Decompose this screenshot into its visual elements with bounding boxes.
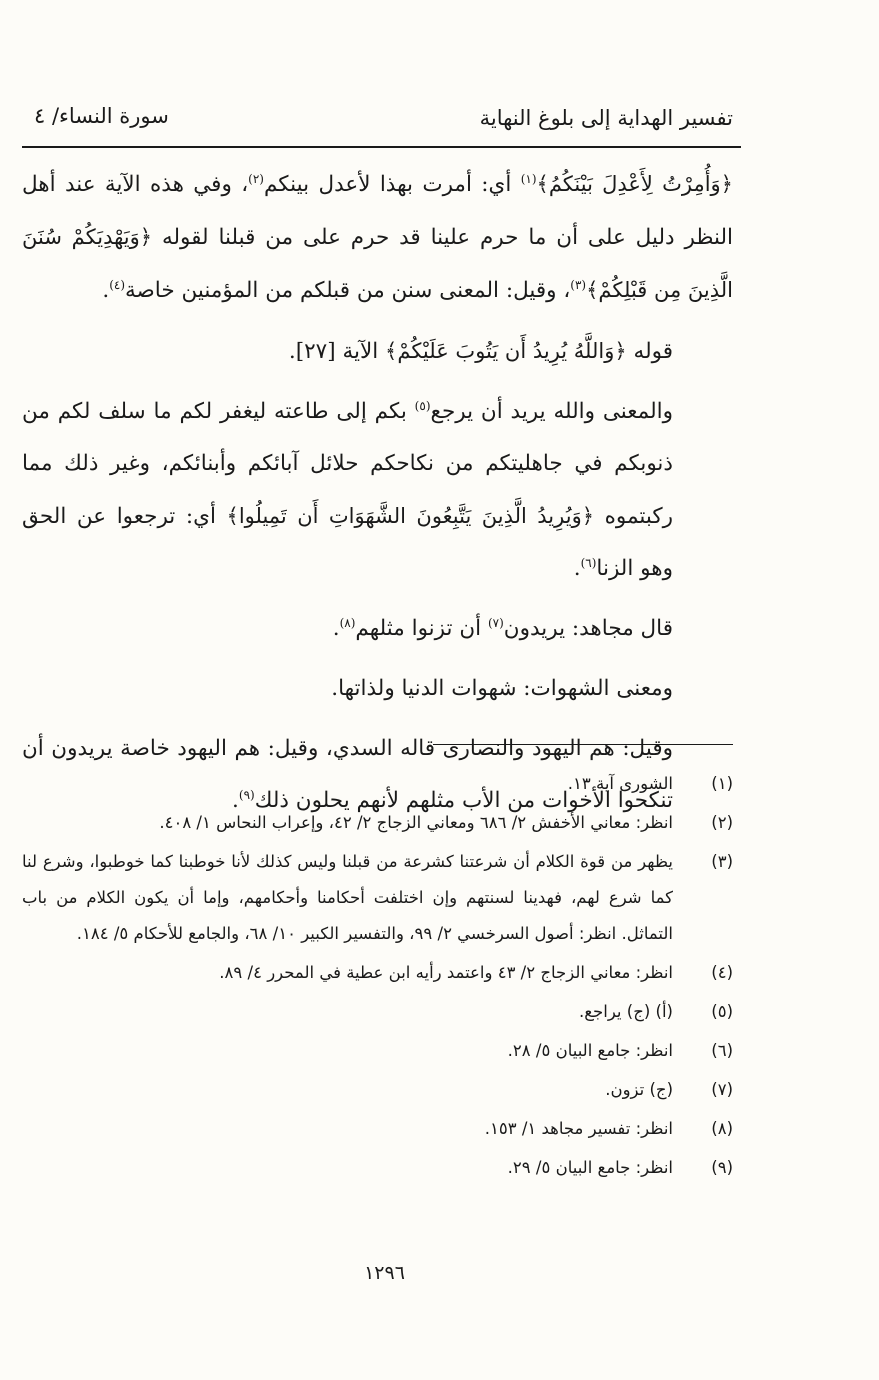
- footnote-text: الشورى آية ١٣.: [567, 774, 673, 793]
- paragraph-text: الآية [٢٧].: [288, 339, 386, 364]
- footnote-item: [22, 766, 733, 802]
- paragraph-text: .: [102, 278, 110, 303]
- quran-verse: ﴿وَأُمِرْتُ لِأَعْدِلَ بَيْنَكُمُ﴾: [536, 172, 733, 196]
- book-title: تفسير الهداية إلى بلوغ النهاية: [479, 106, 733, 130]
- quran-verse: ﴿وَيُرِيدُ الَّذِينَ يَتَّبِعُونَ الشَّهَوَاتِ أَن تَمِيلُوا﴾: [226, 504, 595, 528]
- running-header: [22, 100, 741, 148]
- footnote-ref: (٥): [414, 398, 431, 413]
- page-number: ١٢٩٦: [364, 1262, 405, 1284]
- paragraph: [22, 386, 733, 595]
- footnote-number: (٧): [711, 1080, 733, 1099]
- footnote-text: انظر: معاني الزجاج ٢/ ٤٣ واعتمد رأيه ابن عطية في المحرر ٤/ ٨٩.: [219, 963, 673, 982]
- main-text: [22, 158, 733, 835]
- footnote-item: [22, 1072, 733, 1108]
- footnote-number: (٦): [711, 1041, 733, 1060]
- footnote-ref: (٢): [248, 171, 264, 186]
- footnote-ref: (٩): [238, 787, 255, 802]
- footnote-text: انظر: معاني الأخفش ٢/ ٦٨٦ ومعاني الزجاج ٢/ ٤٢، وإعراب النحاس ١/ ٤٠٨.: [159, 813, 673, 832]
- footnote-item: [22, 1111, 733, 1147]
- paragraph-text: أي: ترجعوا عن الحق وهو الزنا: [22, 504, 673, 581]
- paragraph: [22, 325, 733, 378]
- paragraph-text: أي: أمرت بهذا لأعدل بينكم: [263, 172, 521, 197]
- paragraph-text: قوله: [626, 339, 673, 364]
- footnote-text: (أ) (ج) يراجع.: [579, 1002, 673, 1021]
- footnote-item: [22, 955, 733, 991]
- footnotes: [22, 766, 733, 1189]
- footnote-number: (٤): [711, 963, 733, 982]
- footnote-text: انظر: جامع البيان ٥/ ٢٨.: [507, 1041, 673, 1060]
- paragraph-text: قال مجاهد: يريدون: [503, 616, 673, 641]
- footnote-text: (ج) تزون.: [605, 1080, 673, 1099]
- paragraph-text: .: [573, 556, 581, 581]
- paragraph-text: ومعنى الشهوات: شهوات الدنيا ولذاتها.: [331, 676, 673, 701]
- paragraph-text: والمعنى والله يريد أن يرجع: [430, 399, 674, 424]
- footnote-item: [22, 994, 733, 1030]
- footnote-number: (٨): [711, 1119, 733, 1138]
- footnote-ref: (١): [520, 171, 537, 186]
- footnote-ref: (٧): [487, 615, 504, 630]
- footnote-number: (٢): [711, 813, 733, 832]
- paragraph: [22, 603, 733, 655]
- footnote-text: انظر: جامع البيان ٥/ ٢٩.: [507, 1158, 673, 1177]
- footnote-number: (٥): [711, 1002, 733, 1021]
- paragraph-text: ، وفي هذه الآية عند أهل النظر دليل على أن ما حرم علينا قد حرم على من قبلنا لقوله: [22, 172, 733, 250]
- footnote-ref: (٣): [570, 277, 587, 292]
- quran-verse: ﴿وَاللَّهُ يُرِيدُ أَن يَتُوبَ عَلَيْكُمْ﴾: [385, 339, 627, 363]
- paragraph-text: بكم إلى طاعته ليغفر لكم ما سلف لكم من ذنوبكم في جاهليتكم من نكاحكم حلائل آبائكم وأبنائكم، وغير ذلك مما ركبتموه: [22, 399, 673, 529]
- paragraph-text: .: [232, 788, 239, 813]
- footnote-ref: (٨): [339, 615, 356, 630]
- surah-label: سورة النساء/ ٤: [34, 104, 169, 128]
- quran-verse: ﴿وَيَهْدِيَكُمْ سُنَنَ الَّذِينَ مِن قَبْلِكُمْ﴾: [22, 225, 733, 302]
- paragraph: [22, 158, 733, 317]
- paragraph-text: أن تزنوا مثلهم: [355, 616, 488, 641]
- footnote-item: [22, 805, 733, 841]
- paragraph: [22, 663, 733, 715]
- paragraph-text: وقيل: هم اليهود والنصارى قاله السدي، وقيل: هم اليهود خاصة يريدون أن تنكحوا الأخوات من الأب مثلهم لأنهم يحلون ذلك: [22, 736, 673, 813]
- footnote-text: انظر: تفسير مجاهد ١/ ١٥٣.: [484, 1119, 673, 1138]
- footnote-ref: (٤): [109, 277, 126, 292]
- footnote-divider: [433, 744, 733, 745]
- footnote-item: [22, 844, 733, 952]
- paragraph-text: .: [332, 616, 340, 641]
- paragraph-text: ، وقيل: المعنى سنن من قبلكم من المؤمنين خاصة: [125, 278, 571, 303]
- footnote-number: (٣): [711, 852, 733, 871]
- footnote-item: [22, 1033, 733, 1069]
- footnote-ref: (٦): [580, 555, 597, 570]
- footnote-item: [22, 1150, 733, 1186]
- footnote-number: (١): [711, 774, 733, 793]
- footnote-text: يظهر من قوة الكلام أن شرعتنا كشرعة من قبلنا وليس كذلك لأنا خوطبنا كما خوطبوا، وشرع لنا كما شرع لهم، فهدينا لسنتهم وإن اختلفت أحكامنا وأحكامهم، وإما أن يكون الكلام من باب التماثل. انظر: أصول السرخسي ٢/ ٩٩، والتفسير الكبير ١٠/ ٦٨، والجامع للأحكام ٥/ ١٨٤.: [22, 852, 673, 943]
- footnote-number: (٩): [711, 1158, 733, 1177]
